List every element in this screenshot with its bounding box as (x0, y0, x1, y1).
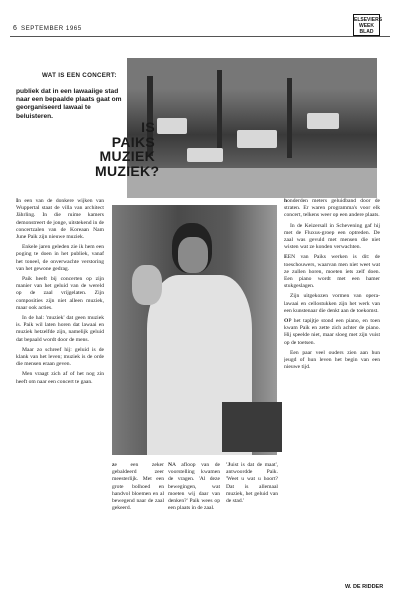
page-number: 6 (13, 25, 17, 32)
paragraph: Men vraagt zich af of het nog zin heeft om naar een concert te gaan. (16, 371, 104, 385)
paragraph: EEN van Paiks werken is dit: de toeschouwers, waarvan men niet weet wat ze zullen horen, moeten iets zelf doen. Een piano wordt met een hamer stukgeslagen. (284, 254, 380, 290)
paragraph: Paik heeft bij concerten op zijn manier van het geluid van de wereld op de zaal vrijgelaten. Zijn composities zijn niet alleen muziek, maar ook acties. (16, 276, 104, 311)
paragraph: Een paar veel ouders zien aan hun jeugd of hun leven het begin van een nieuwe tijd. (284, 349, 380, 371)
page-month: SEPTEMBER 1965 (21, 25, 82, 32)
paragraph: honderden meters geluidband door de straten. Er waren programma's voor elk concert, telkens weer op een andere plaats. (284, 198, 380, 219)
article-column-1 (16, 198, 104, 593)
paragraph: NA afloop van de voorstelling kwamen de vragen. 'Al deze bewegingen, wat moeten wij daar van denken?' Paik wees op een plaats in de zaal. (168, 462, 220, 512)
paragraph: Enkele jaren geleden zie ik hem een poging te doen in het publiek, vanaf het toneel, de onverwachte verstoring van het gewone gedrag. (16, 244, 104, 272)
paragraph: In de hal: 'muziek' dat geen muziek is. Paik wil laten horen dat lawaai en muziek hetzelfde zijn, namelijk geluid dat bepaald wordt door de mens. (16, 315, 104, 343)
paragraph: ze een zeker gebaldeerd zeer meesterlijk. Met een grote bolhoed en handvol bloemen en al bewegend naar de zaal gekeerd. (112, 462, 164, 512)
headline-line-3: MUZIEK (99, 148, 155, 164)
article-column-3 (168, 462, 220, 592)
paragraph: In de Keizersall in Schevening gaf hij met de Fluxus-groep een optreden. De zaal was gevuld met mensen die niet wisten wat ze konden verwachten. (284, 222, 380, 251)
paragraph: In een van de donkere wijken van Wuppertal staat de villa van architect Jährling. In die ruime kamers demonstreert de jonge, uitstekend in de concertzalen van de Koreaan Nam June Paik zijn nieuwe muziek. (16, 198, 104, 241)
inset-photo (222, 402, 282, 452)
paragraph: 'Juist is dat de maat', antwoordde Paik. 'Weet u wat u hoort? Dat is allemaal muziek, het geluid van de stad.' (226, 462, 278, 505)
paragraph: OP het tapijtje stond een piano, en toen kwam Paik en zette zich achter de piano. Hij speelde niet, maar sloeg met zijn vuist op de toetsen. (284, 318, 380, 346)
logo-line-2: WEEK (359, 23, 374, 29)
headline (95, 119, 160, 179)
article-column-4 (226, 462, 278, 592)
logo-line-1: ELSEVIERS (354, 17, 383, 23)
headline-line-1: IS (141, 119, 155, 135)
paragraph: Zijn uitgekozen vormen van opera-lawaai en cellostukken zijn het werk van een kunstenaar die denkt aan de toekomst. (284, 293, 380, 314)
logo-line-3: BLAD (359, 29, 374, 35)
top-rule (10, 36, 390, 37)
paragraph: Maar zo schreef hij: geluid is de klank van het leven; muziek is de orde die mensen eraan geven. (16, 346, 104, 368)
magazine-logo (353, 14, 383, 36)
headline-line-2: PAIKS (111, 133, 155, 150)
author-signature: W. DE RIDDER (345, 584, 384, 590)
article-deck: publiek dat in een lawaaiige stad naar een bepaalde plaats gaat om georganiseerd lawaai te beluisteren. (16, 88, 122, 120)
article-column-2 (112, 462, 164, 592)
article-column-5 (284, 198, 380, 593)
street-traffic-photo (127, 58, 377, 198)
article-kicker: WAT IS EEN CONCERT: (42, 72, 117, 79)
headline-line-4: MUZIEK? (95, 162, 160, 179)
